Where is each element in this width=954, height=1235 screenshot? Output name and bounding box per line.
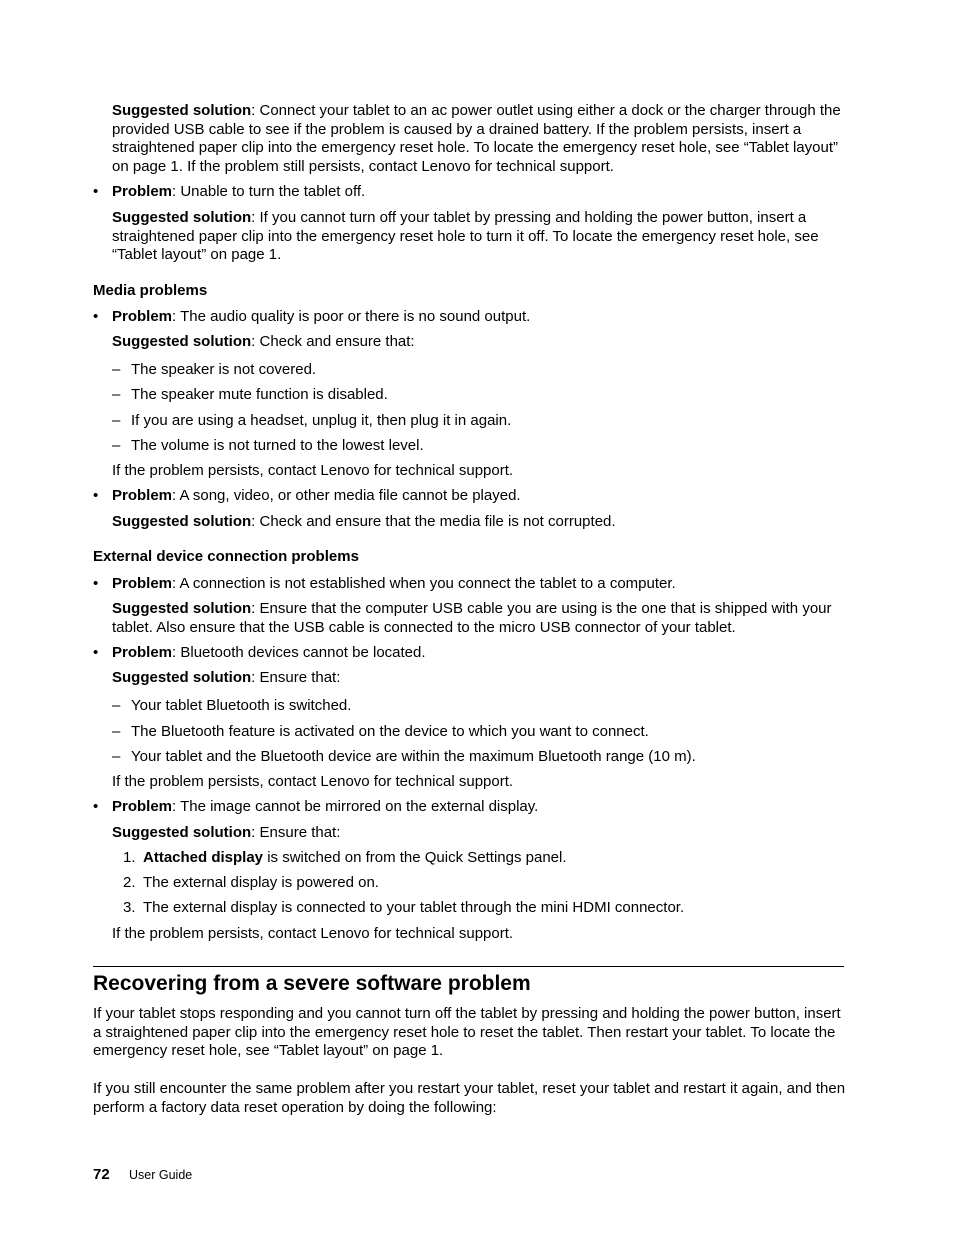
list-item: The volume is not turned to the lowest level. [131, 437, 424, 454]
dash: – [112, 361, 121, 378]
list-item: Your tablet and the Bluetooth device are within the maximum Bluetooth range (10 m). [131, 748, 696, 765]
step-number: 2. [123, 874, 136, 891]
solution-media-file [112, 513, 616, 532]
recovering-paragraph-1: If your tablet stops responding and you cannot turn off the tablet by pressing and holding the power button, insert a straightened paper clip into the emergency reset hole to reset the tablet. Then restart your tablet. To locate the emergency reset hole, see “Tablet layout” on page 1. [93, 1005, 841, 1060]
solution-audio [112, 333, 415, 352]
problem-audio [112, 308, 530, 327]
bullet: • [93, 798, 99, 815]
step-number: 3. [123, 899, 136, 916]
problem-text: : Bluetooth devices cannot be located. [172, 644, 426, 661]
problem-mirror [112, 798, 538, 817]
problem-label: Problem [112, 798, 173, 815]
list-item: The speaker mute function is disabled. [131, 386, 388, 403]
top-solution [112, 102, 852, 176]
problem-bluetooth [112, 644, 426, 663]
solution-text: : Ensure that: [251, 824, 341, 841]
step-bold: Attached display [143, 849, 264, 866]
problem-media-file [112, 487, 521, 506]
step-number: 1. [123, 849, 136, 866]
step-text: is switched on from the Quick Settings panel. [263, 849, 567, 866]
dash: – [112, 697, 121, 714]
solution-text: : Check and ensure that the media file is not corrupted. [251, 513, 616, 530]
bullet: • [93, 183, 99, 200]
problem-text: : The audio quality is poor or there is no sound output. [172, 308, 531, 325]
problem-text: : Unable to turn the tablet off. [172, 183, 366, 200]
problem-text: : The image cannot be mirrored on the external display. [172, 798, 539, 815]
problem-text: : A song, video, or other media file cannot be played. [172, 487, 521, 504]
list-item: The Bluetooth feature is activated on the device to which you want to connect. [131, 723, 649, 740]
dash: – [112, 412, 121, 429]
solution-text: : Check and ensure that: [251, 333, 415, 350]
solution-label: Suggested solution [112, 513, 252, 530]
dash: – [112, 437, 121, 454]
problem-label: Problem [112, 183, 173, 200]
solution-text: : Connect your tablet to an ac power outlet using either a dock or the charger through the provided USB cable to see if the problem is caused by a drained battery. If the problem persists, insert a straightened paper clip into the emergency reset hole. To locate the emergency reset hole, see “Tablet layout” on page 1. If the problem still persists, contact Lenovo for technical support. [112, 102, 841, 175]
after-text: If the problem persists, contact Lenovo for technical support. [112, 773, 514, 790]
solution-label: Suggested solution [112, 102, 252, 119]
problem-label: Problem [112, 644, 173, 661]
footer-title: User Guide [129, 1168, 193, 1182]
list-item: The speaker is not covered. [131, 361, 317, 378]
bullet: • [93, 487, 99, 504]
list-item: If you are using a headset, unplug it, then plug it in again. [131, 412, 512, 429]
solution-turn-off [112, 209, 842, 265]
bullet: • [93, 308, 99, 325]
step-item [143, 849, 567, 868]
problem-turn-off [112, 183, 365, 202]
solution-label: Suggested solution [112, 600, 252, 617]
dash: – [112, 723, 121, 740]
recovering-paragraph-2: If you still encounter the same problem after you restart your tablet, reset your tablet and restart it again, and then perform a factory data reset operation by doing the following: [93, 1080, 846, 1116]
problem-label: Problem [112, 308, 173, 325]
problem-text: : A connection is not established when you connect the tablet to a computer. [172, 575, 676, 592]
step-item: The external display is powered on. [143, 874, 379, 891]
solution-bluetooth [112, 669, 340, 688]
solution-mirror [112, 824, 340, 843]
step-item: The external display is connected to your tablet through the mini HDMI connector. [143, 899, 685, 916]
bullet: • [93, 575, 99, 592]
dash: – [112, 748, 121, 765]
problem-label: Problem [112, 575, 173, 592]
after-text: If the problem persists, contact Lenovo for technical support. [112, 925, 514, 942]
solution-label: Suggested solution [112, 824, 252, 841]
solution-text: : Ensure that: [251, 669, 341, 686]
dash: – [112, 386, 121, 403]
solution-label: Suggested solution [112, 333, 252, 350]
list-item: Your tablet Bluetooth is switched. [131, 697, 352, 714]
media-heading: Media problems [93, 282, 208, 299]
page-number: 72 [93, 1166, 110, 1183]
section-rule [93, 966, 844, 967]
problem-label: Problem [112, 487, 173, 504]
solution-label: Suggested solution [112, 209, 252, 226]
after-text: If the problem persists, contact Lenovo for technical support. [112, 462, 514, 479]
solution-text: : If you cannot turn off your tablet by pressing and holding the power button, insert a straightened paper clip into the emergency reset hole to turn it off. To locate the emergency reset hole, see “Tablet layout” on page 1. [112, 209, 819, 264]
problem-connection [112, 575, 676, 594]
solution-label: Suggested solution [112, 669, 252, 686]
solution-text: : Ensure that the computer USB cable you are using is the one that is shipped with your tablet. Also ensure that the USB cable is connected to the micro USB connector of your tablet. [112, 600, 832, 636]
external-heading: External device connection problems [93, 548, 359, 565]
solution-connection [112, 600, 842, 637]
section-heading: Recovering from a severe software problem [93, 972, 531, 995]
bullet: • [93, 644, 99, 661]
